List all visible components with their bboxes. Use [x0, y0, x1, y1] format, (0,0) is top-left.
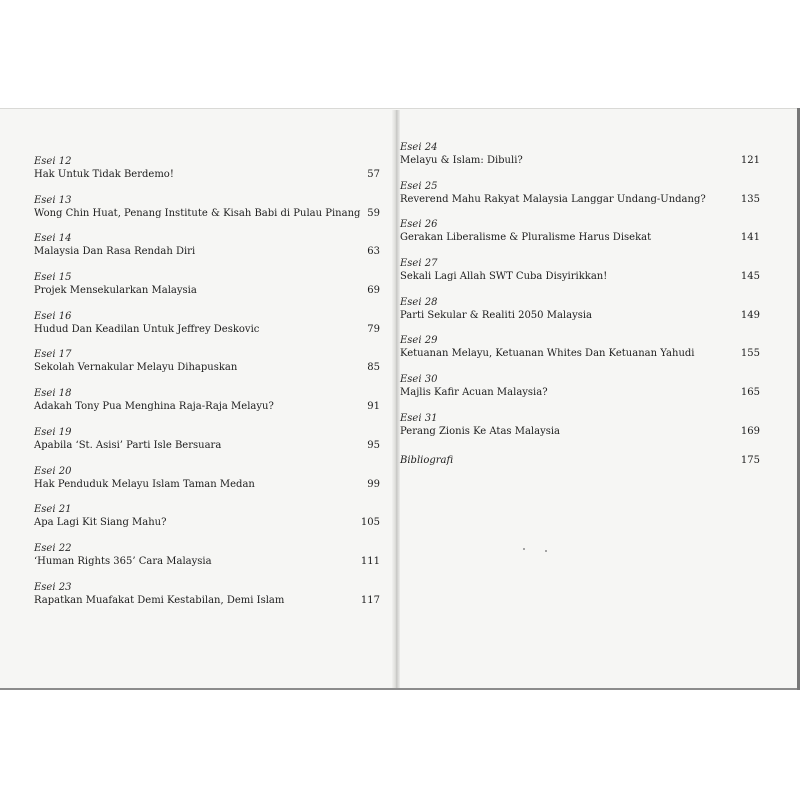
essay-title: Malaysia Dan Rasa Rendah Diri: [34, 246, 196, 258]
toc-entry: [400, 335, 760, 374]
toc-row: [400, 193, 760, 207]
left-page-contents: [34, 156, 380, 620]
toc-row: [34, 478, 380, 492]
page-number: 79: [367, 323, 380, 335]
essay-number: Esei 16: [34, 310, 72, 322]
toc-entry: [34, 233, 380, 272]
toc-entry: [400, 181, 760, 220]
essay-number: Esei 17: [34, 349, 72, 361]
toc-row: [400, 386, 760, 400]
page-number: 135: [740, 193, 760, 205]
toc-row: [34, 516, 380, 530]
toc-entry: [400, 413, 760, 452]
toc-row: [34, 168, 380, 182]
essay-number: Esei 25: [400, 180, 438, 192]
toc-row: [34, 323, 380, 337]
essay-number: Esei 29: [400, 335, 438, 347]
essay-title: Gerakan Liberalisme & Pluralisme Harus Disekat: [400, 232, 652, 244]
page-number: 69: [367, 285, 380, 297]
bibliography-entry: [400, 454, 760, 468]
essay-title: Rapatkan Muafakat Demi Kestabilan, Demi Islam: [34, 594, 285, 606]
toc-row: [34, 594, 380, 608]
toc-row: [34, 439, 380, 453]
toc-entry: [34, 582, 380, 621]
toc-entry: [34, 272, 380, 311]
right-page-contents: [400, 142, 760, 468]
page-number: 63: [367, 246, 380, 258]
essay-title: Hudud Dan Keadilan Untuk Jeffrey Deskovic: [34, 323, 260, 335]
page-number: 141: [740, 232, 760, 244]
essay-title: ‘Human Rights 365’ Cara Malaysia: [34, 555, 212, 567]
essay-number: Esei 24: [400, 142, 438, 153]
essay-number: Esei 19: [34, 426, 72, 438]
page-number: 105: [360, 517, 380, 529]
toc-row: [400, 154, 760, 168]
toc-row: [34, 245, 380, 259]
toc-entry: [34, 311, 380, 350]
essay-title: Reverend Mahu Rakyat Malaysia Langgar Undang-Undang?: [400, 193, 706, 205]
page-number: 149: [740, 309, 760, 321]
toc-entry: [34, 504, 380, 543]
toc-row: [400, 231, 760, 245]
essay-title: Melayu & Islam: Dibuli?: [400, 155, 523, 166]
toc-entry: [34, 156, 380, 195]
essay-number: Esei 28: [400, 296, 438, 308]
page-number: 155: [740, 348, 760, 360]
toc-entry: [34, 388, 380, 427]
toc-row: [400, 309, 760, 323]
essay-title: Sekali Lagi Allah SWT Cuba Disyirikkan!: [400, 271, 608, 283]
essay-title: Ketuanan Melayu, Ketuanan Whites Dan Ketuanan Yahudi: [400, 348, 695, 360]
page-number: 121: [740, 155, 760, 166]
essay-number: Esei 21: [34, 504, 72, 516]
essay-number: Esei 12: [34, 156, 72, 167]
page-number: 99: [367, 478, 380, 490]
toc-entry: [400, 374, 760, 413]
toc-row: [34, 400, 380, 414]
toc-entry: [34, 349, 380, 388]
toc-row: [34, 207, 380, 221]
page-number: 91: [367, 401, 380, 413]
essay-number: Esei 15: [34, 272, 72, 284]
toc-entry: [34, 195, 380, 234]
essay-title: Parti Sekular & Realiti 2050 Malaysia: [400, 309, 593, 321]
toc-row: [34, 555, 380, 569]
page-number: 85: [367, 362, 380, 374]
scan-speck: [523, 548, 525, 550]
page-number: 165: [740, 387, 760, 399]
toc-entry: [34, 427, 380, 466]
essay-number: Esei 27: [400, 258, 438, 270]
page-number: 145: [740, 271, 760, 283]
page-number: 117: [360, 594, 380, 606]
toc-row: [34, 284, 380, 298]
page-number: 59: [367, 207, 380, 219]
essay-number: Esei 13: [34, 194, 72, 206]
toc-entry: [400, 219, 760, 258]
page-number: 175: [740, 454, 760, 466]
toc-entry: [34, 466, 380, 505]
toc-row: [400, 425, 760, 439]
toc-entry: [400, 297, 760, 336]
toc-entry: [400, 142, 760, 181]
essay-title: Perang Zionis Ke Atas Malaysia: [400, 425, 561, 437]
scan-speck: [545, 550, 547, 552]
toc-row: [400, 270, 760, 284]
toc-row: [34, 361, 380, 375]
bibliography-label: Bibliografi: [400, 454, 454, 466]
essay-title: Wong Chin Huat, Penang Institute & Kisah Babi di Pulau Pinang: [34, 207, 361, 219]
essay-title: Sekolah Vernakular Melayu Dihapuskan: [34, 362, 238, 374]
page-number: 57: [367, 169, 380, 180]
essay-number: Esei 20: [34, 465, 72, 477]
essay-title: Hak Untuk Tidak Berdemo!: [34, 169, 174, 180]
essay-title: Apa Lagi Kit Siang Mahu?: [34, 517, 167, 529]
essay-number: Esei 22: [34, 542, 72, 554]
essay-number: Esei 26: [400, 219, 438, 231]
toc-entry: [34, 543, 380, 582]
essay-number: Esei 31: [400, 412, 438, 424]
essay-title: Apabila ‘St. Asisi’ Parti Isle Bersuara: [34, 439, 222, 451]
essay-number: Esei 30: [400, 374, 438, 386]
essay-number: Esei 18: [34, 388, 72, 400]
essay-title: Projek Mensekularkan Malaysia: [34, 285, 197, 297]
book-gutter: [392, 110, 400, 688]
page-number: 95: [367, 439, 380, 451]
toc-entry: [400, 258, 760, 297]
essay-title: Hak Penduduk Melayu Islam Taman Medan: [34, 478, 255, 490]
essay-number: Esei 14: [34, 233, 72, 245]
toc-row: [400, 347, 760, 361]
essay-number: Esei 23: [34, 581, 72, 593]
essay-title: Adakah Tony Pua Menghina Raja-Raja Melayu?: [34, 401, 274, 413]
page-number: 169: [740, 425, 760, 437]
page-number: 111: [360, 555, 380, 567]
essay-title: Majlis Kafir Acuan Malaysia?: [400, 387, 548, 399]
